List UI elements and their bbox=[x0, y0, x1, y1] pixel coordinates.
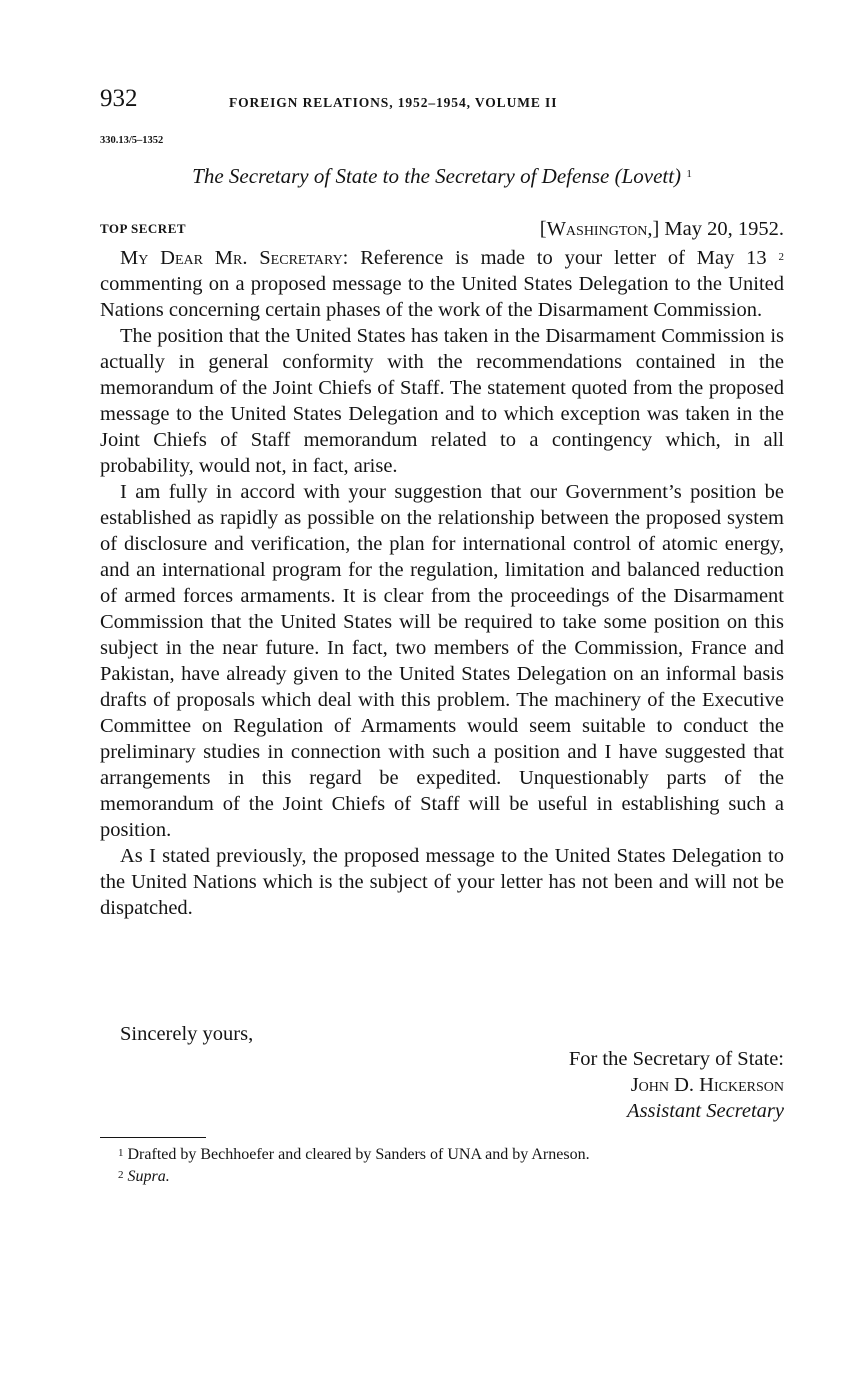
footnote-1-marker: 1 bbox=[118, 1147, 124, 1159]
classification-label: TOP SECRET bbox=[100, 221, 187, 236]
document-title-text: The Secretary of State to the Secretary of Defense (Lovett) bbox=[192, 164, 682, 188]
paragraph-4: As I stated previously, the proposed message to the United States Delegation to the United Nations which is the subject of your letter has not been and will not be dispatched. bbox=[100, 845, 784, 919]
document-title bbox=[100, 162, 784, 190]
classification-dateline-row bbox=[100, 217, 784, 241]
dateline-date: May 20, 1952. bbox=[664, 218, 784, 240]
letter-body bbox=[100, 245, 784, 921]
signature-line: For the Secretary of State: bbox=[568, 1048, 784, 1070]
paragraph-1-footnote-ref: 2 bbox=[778, 251, 785, 263]
dateline bbox=[540, 217, 784, 241]
footnote-divider bbox=[100, 1137, 206, 1138]
footnote-1-text: Drafted by Bechhoefer and cleared by Sanders of UNA and by Arneson. bbox=[127, 1146, 590, 1163]
signatory-name: John D. Hickerson bbox=[630, 1074, 784, 1096]
signatory-title: Assistant Secretary bbox=[627, 1100, 784, 1122]
footnote-2-text: Supra. bbox=[127, 1168, 170, 1185]
footnote-2 bbox=[118, 1166, 590, 1188]
signature-block bbox=[569, 1046, 784, 1124]
footnote-1 bbox=[118, 1144, 590, 1166]
footnotes bbox=[118, 1144, 590, 1188]
paragraph-1-text-a: Reference is made to your letter of May 13 bbox=[360, 247, 767, 269]
title-footnote-ref: 1 bbox=[686, 168, 692, 180]
footnote-2-marker: 2 bbox=[118, 1169, 124, 1181]
page-header bbox=[100, 84, 784, 118]
paragraph-2: The position that the United States has taken in the Disarmament Commission is actually in general conformity with the recommendations contained in the memorandum of the Joint Chiefs of Staff. The statement quoted from the proposed message to the United States Delegation and to which exception was taken in the Joint Chiefs of Staff memorandum related to a contingency which, in all probability, would not, in fact, arise. bbox=[100, 325, 784, 477]
paragraph-1 bbox=[100, 245, 784, 323]
paragraph-3: I am fully in accord with your suggestion that our Government’s position be established as rapidly as possible on the relationship between the proposed system of disclosure and verification, the plan for international control of atomic energy, and an international program for the regulation, limitation and balanced reduction of armed forces armaments. It is clear from the proceedings of the Disarmament Commission that the United States will be required to take some position on this subject in the near future. In fact, two members of the Commission, France and Pakistan, have already given to the United States Delegation on an informal basis drafts of proposals which deal with this problem. The machinery of the Executive Committee on Regulation of Armaments would seem suitable to conduct the preliminary studies in connection with such a position and I have suggested that arrangements in this regard be expedited. Unquestionably parts of the memorandum of the Joint Chiefs of Staff will be useful in establishing such a position. bbox=[100, 481, 784, 841]
salutation: My Dear Mr. Secretary: bbox=[120, 247, 349, 269]
paragraph-1-text-b: commenting on a proposed message to the United States Delegation to the United Nations concerning certain phases of the work of the Disarmament Commission. bbox=[100, 273, 784, 321]
page-number: 932 bbox=[100, 85, 138, 112]
file-number: 330.13/5–1352 bbox=[100, 135, 164, 146]
closing: Sincerely yours, bbox=[120, 1023, 254, 1045]
dateline-place: [Washington,] bbox=[539, 218, 660, 240]
running-head: FOREIGN RELATIONS, 1952–1954, VOLUME II bbox=[229, 95, 558, 110]
